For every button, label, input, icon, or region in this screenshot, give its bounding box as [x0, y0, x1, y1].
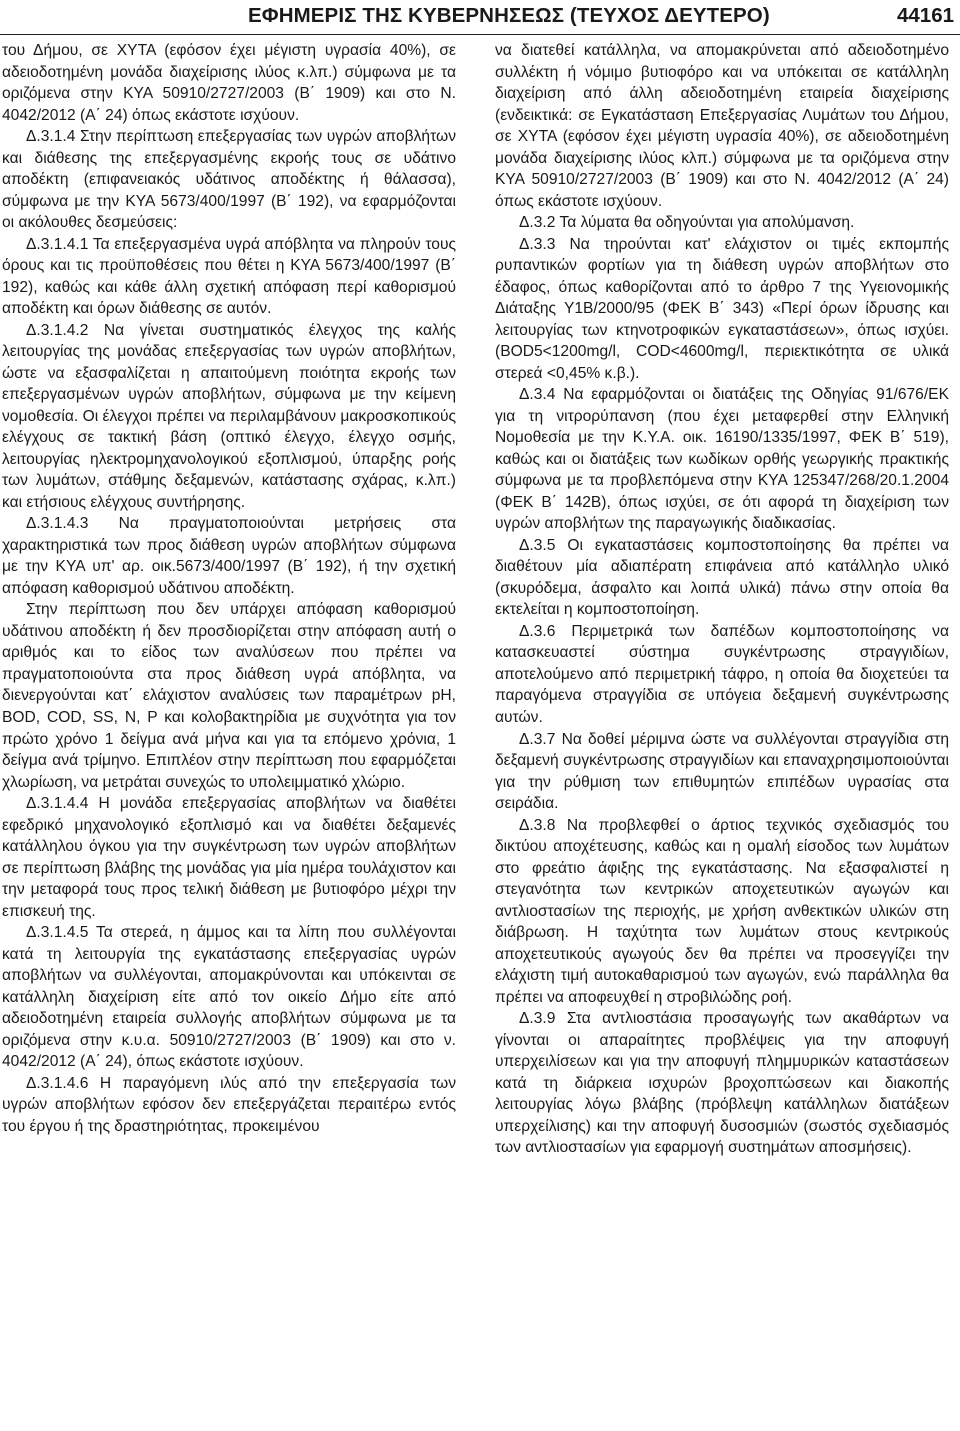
paragraph: Δ.3.1.4.2 Να γίνεται συστηματικός έλεγχος της καλής λειτουργίας της μονάδας επεξεργασίας των υγρών αποβλήτων, ώστε να εξασφαλίζεται η απαιτούμενη ποιότητα εκροής των επεξεργασμένων υγρών αποβλήτων, σύμφωνα με την κείμενη νομοθεσία. Οι έλεγχοι πρέπει να περιλαμβάνουν μακροσκοπικούς ελέγχους σε τακτική βάση (οπτικό έλεγχο, έλεγχο οσμής, λειτουργίας ηλεκτρομηχανολογικού εξοπλισμού, ύπαρξης ροής των λυμάτων, στάθμης δεξαμενών, κατάστασης σχάρας, κ.λπ.) και ετήσιους ελέγχους συντήρησης. [2, 321, 456, 511]
right-column [495, 40, 949, 1430]
gazette-title: ΕΦΗΜΕΡΙΣ ΤΗΣ ΚΥΒΕΡΝΗΣΕΩΣ (ΤΕΥΧΟΣ ΔΕΥΤΕΡΟ) [248, 4, 770, 27]
paragraph: να διατεθεί κατάλληλα, να απομακρύνεται από αδειοδοτημένο συλλέκτη ή νόμιμο βυτιοφόρο και να υπόκειται σε κατάλληλη διαχείριση από άλλη αδειοδοτημένη εταιρεία διαχείρισης (ενδεικτικά: σε Εγκατάσταση Επεξεργασίας Λυμάτων του Δήμου, σε ΧΥΤΑ (εφόσον έχει μέγιστη υγρασία 40%), σε αδειοδοτημένη μονάδα διαχείρισης ιλύος κλπ.) σύμφωνα με τα οριζόμενα στην ΚΥΑ 50910/2727/2003 (Β΄ 1909) και στο Ν. 4042/2012 (Α΄ 24) όπως εκάστοτε ισχύουν. [495, 42, 949, 210]
paragraph: Δ.3.7 Να δοθεί μέριμνα ώστε να συλλέγονται στραγγίδια στη δεξαμενή συγκέντρωσης στραγγιδίων και επαναχρησιμοποιούνται για την ρύθμιση των επιθυμητών επιπέδων υγρασίας στα σειράδια. [495, 730, 949, 813]
paragraph: του Δήμου, σε ΧΥΤΑ (εφόσον έχει μέγιστη υγρασία 40%), σε αδειοδοτημένη μονάδα διαχείρισης ιλύος κ.λπ.) σύμφωνα με τα οριζόμενα στην ΚΥΑ 50910/2727/2003 (Β΄ 1909) και στο Ν. 4042/2012 (Α΄ 24) όπως εκάστοτε ισχύουν. [2, 42, 456, 124]
paragraph: Δ.3.1.4.5 Τα στερεά, η άμμος και τα λίπη που συλλέγονται κατά τη λειτουργία της εγκατάστασης επεξεργασίας υγρών αποβλήτων να συλλέγονται, απομακρύνονται και υπόκεινται σε κατάλληλη διαχείριση είτε από τον οικείο Δήμο είτε από αδειοδοτημένη εταιρεία συλλογής αποβλήτων σύμφωνα με τα οριζόμενα στην κ.υ.α. 50910/2727/2003 (Β΄ 1909) και στο ν. 4042/2012 (Α΄ 24), όπως εκάστοτε ισχύουν. [2, 924, 456, 1071]
paragraph: Δ.3.4 Να εφαρμόζονται οι διατάξεις της Οδηγίας 91/676/ΕΚ για τη νιτρορύπανση (που έχει μεταφερθεί στην Ελληνική Νομοθεσία με την Κ.Υ.Α. οικ. 16190/1335/1997, ΦΕΚ Β΄ 519), καθώς και οι διατάξεις των κωδίκων ορθής γεωργικής πρακτικής σύμφωνα με τα προβλεπόμενα στην ΚΥΑ 125347/268/20.1.2004 (ΦΕΚ Β΄ 142Β), όπως ισχύει, σε ότι αφορά τη διαχείριση των υγρών αποβλήτων της παραγωγικής διαδικασίας. [495, 386, 949, 533]
paragraph: Δ.3.1.4.4 Η μονάδα επεξεργασίας αποβλήτων να διαθέτει εφεδρικό μηχανολογικό εξοπλισμό και να διαθέτει δεξαμενές κατάλληλου όγκου για την συγκέντρωση των υγρών αποβλήτων σε περίπτωση βλάβης της μονάδας για μία ημέρα τουλάχιστον και την μεταφορά τους προς τελική διάθεση με βυτιοφόρο μέχρι την επισκευή της. [2, 795, 456, 920]
left-column [2, 40, 456, 1430]
paragraph: Δ.3.1.4.3 Να πραγματοποιούνται μετρήσεις στα χαρακτηριστικά των προς διάθεση υγρών αποβλήτων σύμφωνα με την ΚΥΑ υπ' αρ. οικ.5673/400/1997 (Β΄ 192), ή την σχετική απόφαση καθορισμού υδάτινου αποδέκτη. [2, 515, 456, 597]
paragraph: Δ.3.2 Τα λύματα θα οδηγούνται για απολύμανση. [519, 214, 855, 232]
paragraph: Στην περίπτωση που δεν υπάρχει απόφαση καθορισμού υδάτινου αποδέκτη ή δεν προσδιορίζεται στην απόφαση αυτή ο αριθμός και το είδος των αναλύσεων που πρέπει να πραγματοποιούντα στα προς διάθεση υγρά απόβλητα, να διενεργούνται κατ΄ ελάχιστον αναλύσεις των παραμέτρων pH, BOD, COD, SS, N, P και κολοβακτηρίδια με συχνότητα για τον πρώτο χρόνο 1 δείγμα ανά μήνα και για τα επόμενο χρόνια, 1 δείγμα ανά τρίμηνο. Επιπλέον στην περίπτωση που εφαρμόζεται χλωρίωση, να μετράται συνεχώς το υπολειμματικό χλώριο. [2, 601, 456, 791]
paragraph: Δ.3.5 Οι εγκαταστάσεις κομποστοποίησης θα πρέπει να διαθέτουν μία αδιαπέρατη επιφάνεια από κατάλληλο υλικό (σκυρόδεμα, άσφαλτο και λοιπά υλικά) πάνω στην οποία θα εκτελείται η κομποστοποίηση. [495, 536, 949, 619]
paragraph: Δ.3.6 Περιμετρικά των δαπέδων κομποστοποίησης να κατασκευαστεί σύστημα συγκέντρωσης στραγγιδίων, αποτελούμενο από περιμετρική τάφρο, η οποία θα διοχετεύει τα παραγόμενα στραγγίδια σε υπόγεια δεξαμενή συγκέντρωσης αυτών. [495, 622, 949, 726]
paragraph: Δ.3.8 Να προβλεφθεί ο άρτιος τεχνικός σχεδιασμός του δικτύου αποχέτευσης, καθώς και η ομαλή είσοδος των λυμάτων στο φρεάτιο άφιξης της εγκατάστασης. Να εξασφαλιστεί η στεγανότητα των κεντρικών αποχετευτικών αγωγών και αντλιοστασίων της περιοχής, με χρήση ανθεκτικών υλικών στη διάβρωση. Η ταχύτητα των λυμάτων στους κεντρικούς αποχετευτικούς αγωγούς δεν θα πρέπει να προσεγγίζει την ελάχιστη τιμή αυτοκαθαρισμού των αγωγών, ενώ παράλληλα θα πρέπει να αποφευχθεί η στροβιλώδης ροή. [495, 816, 949, 1006]
paragraph: Δ.3.1.4.1 Τα επεξεργασμένα υγρά απόβλητα να πληρούν τους όρους και τις προϋποθέσεις που θέτει η ΚΥΑ 5673/400/1997 (Β΄ 192), καθώς και κάθε άλλη σχετική απόφαση περί καθορισμού αποδέκτη και όρων διάθεσης σε αυτόν. [2, 235, 456, 318]
paragraph: Δ.3.3 Να τηρούνται κατ' ελάχιστον οι τιμές εκπομπής ρυπαντικών φορτίων για τη διάθεση υγρών αποβλήτων στο έδαφος, όπως καθορίζονται από το άρθρο 7 της Υγειονομικής Διάταξης Υ1Β/2000/95 (ΦΕΚ Β΄ 343) «Περί όρων ίδρυσης και λειτουργίας των κτηνοτροφικών εγκαταστάσεων», όπως ισχύει. (BOD5<1200mg/l, COD<4600mg/l, περιεκτικότητα σε υλικά στερεά <0,45% κ.β.). [495, 235, 949, 382]
paragraph: Δ.3.9 Στα αντλιοστάσια προσαγωγής των ακαθάρτων να γίνονται οι απαραίτητες προβλέψεις για την αποφυγή υπερχειλίσεων και για την αποφυγή πλημμυρικών καταστάσεων κατά τη διάρκεια ισχυρών βροχοπτώσεων και διακοπής λειτουργίας λόγω βλάβης (πρόβλεψη κατάλληλων διατάξεων υπερχείλισης) και την αποφυγή δυσοσμιών (σωστός σχεδιασμός των αντλιοστασίων για εφαρμογή συστημάτων αποσμήσεις). [495, 1010, 949, 1157]
paragraph: Δ.3.1.4.6 Η παραγόμενη ιλύς από την επεξεργασία των υγρών αποβλήτων εφόσον δεν επεξεργάζεται περαιτέρω εντός του έργου ή της δραστηριότητας, προκειμένου [2, 1074, 456, 1135]
page-number: 44161 [896, 4, 954, 27]
page-header [0, 0, 960, 35]
paragraph: Δ.3.1.4 Στην περίπτωση επεξεργασίας των υγρών αποβλήτων και διάθεσης της επεξεργασμένης εκροής τους σε υδάτινο αποδέκτη (επιφανειακός υδάτινος αποδέκτης ή θάλασσα), σύμφωνα με την ΚΥΑ 5673/400/1997 (Β΄ 192), να εφαρμόζονται οι ακόλουθες δεσμεύσεις: [2, 128, 456, 232]
